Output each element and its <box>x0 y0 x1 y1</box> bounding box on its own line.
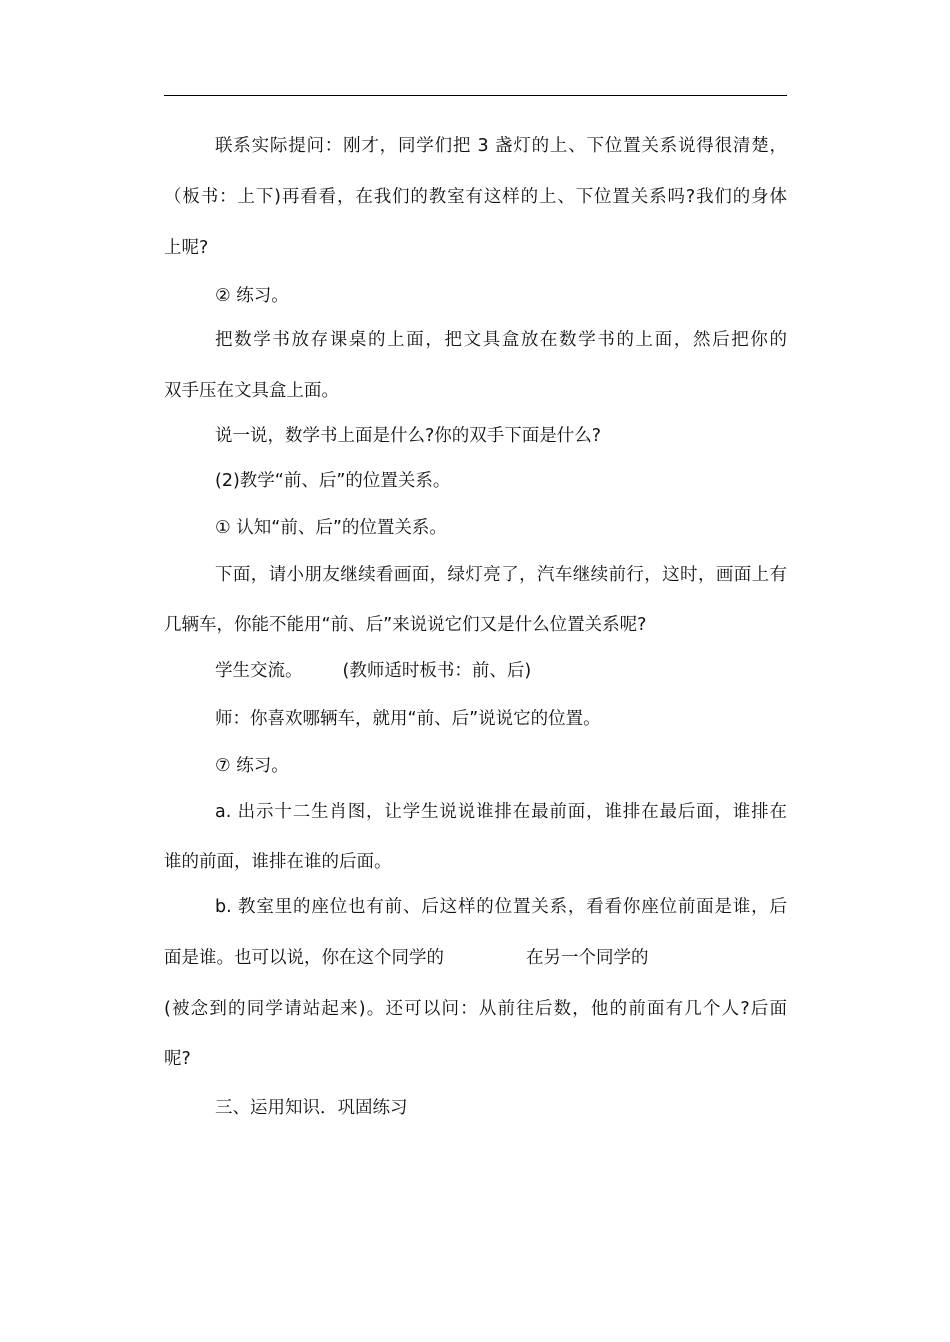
paragraph-line: 几辆车，你能不能用“前、后”来说说它们又是什么位置关系呢? <box>164 615 647 635</box>
section-heading: 三、运用知识．巩固练习 <box>215 1098 408 1118</box>
student-exchange-text: 学生交流。 <box>215 661 303 681</box>
paragraph-line: a. 出示十二生肖图，让学生说说谁排在最前面，谁排在最后面，谁排在 <box>215 802 787 822</box>
paragraph-line: 下面，请小朋友继续看画面，绿灯亮了，汽车继续前行，这时，画面上有 <box>215 565 787 585</box>
board-note-text: (教师适时板书：前、后) <box>342 661 532 681</box>
exercise-heading: ② 练习。 <box>215 286 289 306</box>
header-rule <box>164 95 787 96</box>
subsection-heading: ① 认知“前、后”的位置关系。 <box>215 518 447 538</box>
paragraph-line: 把数学书放存课桌的上面，把文具盒放在数学书的上面，然后把你的 <box>215 330 787 350</box>
paragraph-line: b. 教室里的座位也有前、后这样的位置关系，看看你座位前面是谁，后 <box>215 897 787 917</box>
exercise-heading: ⑦ 练习。 <box>215 756 289 776</box>
paragraph-line <box>164 946 649 970</box>
paragraph-line: 谁的前面，谁排在谁的后面。 <box>164 852 392 872</box>
fill-in-text-b: 在另一个同学的 <box>526 948 649 968</box>
paragraph-line: 呢? <box>164 1049 191 1069</box>
paragraph-line <box>215 659 531 683</box>
paragraph-line: 联系实际提问：刚才，同学们把 3 盏灯的上、下位置关系说得很清楚， <box>215 136 787 156</box>
paragraph-line: 说一说，数学书上面是什么?你的双手下面是什么? <box>215 426 602 446</box>
paragraph-line: 双手压在文具盒上面。 <box>164 381 339 401</box>
paragraph-line: 上呢? <box>164 238 209 258</box>
section-heading: (2)教学“前、后”的位置关系。 <box>215 471 451 491</box>
paragraph-line: 师：你喜欢哪辆车，就用“前、后”说说它的位置。 <box>215 709 601 729</box>
paragraph-line: (被念到的同学请站起来)。还可以问：从前往后数，他的前面有几个人?后面 <box>164 999 787 1019</box>
paragraph-line: （板书：上下)再看看，在我们的教室有这样的上、下位置关系吗?我们的身体 <box>164 187 787 207</box>
fill-in-text-a: 面是谁。也可以说，你在这个同学的 <box>164 948 444 968</box>
